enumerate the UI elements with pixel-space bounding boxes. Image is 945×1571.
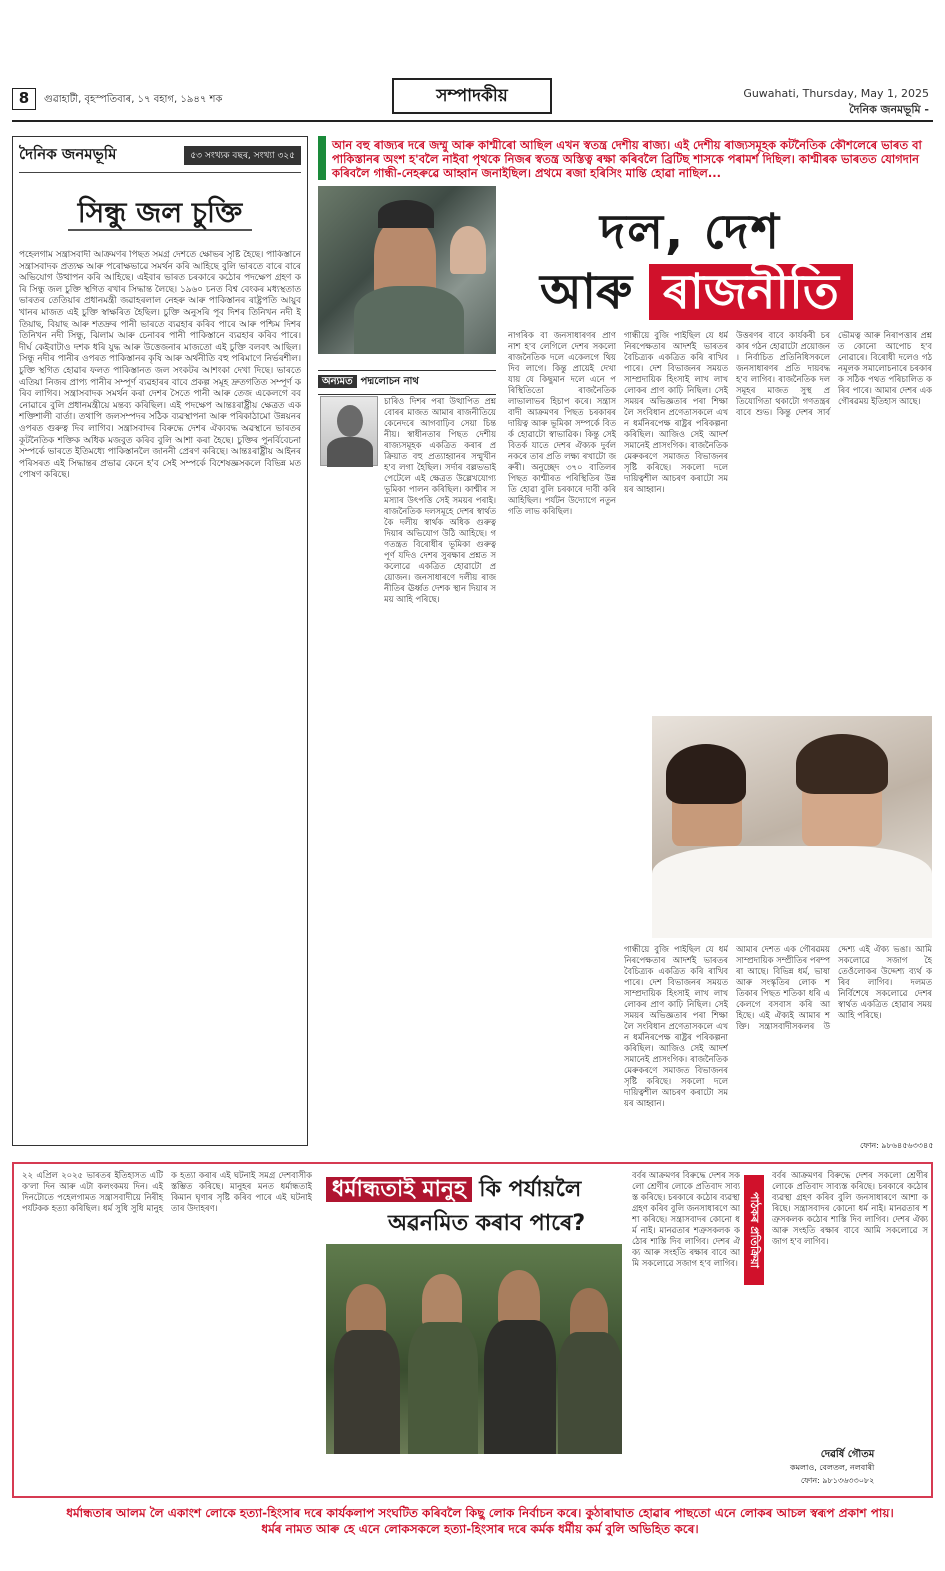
feature-column-4: উত্তৰণৰ বাবে কাৰ্যকৰী চৰকাৰ গঠন হোৱাটো প্ৰয়োজন। নিৰ্বাচিত প্ৰতিনিধিসকলে জনসাধাৰণৰ প্ৰতি দায়বদ্ধ হ'ব লাগিব। ৰাজনৈতিক দলসমূহৰ মাজত সুস্থ প্ৰতিযোগিতা থকাটো গণতন্ত্ৰৰ বাবে শুভ। কিন্তু দেশৰ সাৰ্বভৌমত্ব আৰু নিৰাপত্তাৰ প্ৰশ্নত কোনো আপোচ হ'ব নোৱাৰে। বিৰোধী দলেও গঠনমূলক সমালোচনাৰে চৰকাৰক সঠিক পথত পৰিচালিত কৰিব পাৰে। আমাৰ দেশৰ এক গৌৰৱময় ইতিহাস আছে। bbox=[736, 330, 932, 417]
writer-phone: ফোন: ৯৮১৩৬৩৩০৮২ bbox=[800, 1476, 875, 1485]
letters-headline-line1 bbox=[326, 1172, 581, 1209]
letter-writer bbox=[790, 1448, 874, 1487]
editorial-masthead: দৈনিক জনমভূমি bbox=[19, 145, 117, 163]
section-title: সম্পাদকীয় bbox=[392, 78, 552, 114]
letters-middle-text: বৰ্বৰ আক্ৰমণৰ বিৰুদ্ধে দেশৰ সকলো শ্ৰেণীৰ লোকে প্ৰতিবাদ সাব্যস্ত কৰিছে। চৰকাৰে কঠোৰ ব্যৱস্থা গ্ৰহণ কৰিব বুলি জনসাধাৰণে আশা কৰিছে। সন্ত্ৰাসবাদৰ কোনো ধৰ্ম নাই। মানৱতাৰ শত্ৰুসকলক কঠোৰ শাস্তি দিব লাগিব। দেশৰ ঐক্য আৰু সংহতি ৰক্ষাৰ বাবে আমি সকলোৱে সজাগ হ'ব লাগিব। bbox=[632, 1170, 740, 1268]
feature-headline-line1: দল, দেশ bbox=[600, 204, 782, 260]
editorial-masthead-row bbox=[19, 143, 301, 173]
english-date: Guwahati, Thursday, May 1, 2025 bbox=[743, 87, 929, 100]
masthead-small: দৈনিক জনমভূমি - bbox=[849, 103, 929, 116]
readers-response-tab: পাঠকৰ প্ৰতিক্ৰিয়া bbox=[744, 1175, 764, 1285]
letters-pull-quote: ধৰ্মান্ধতাৰ আলম লৈ একাংশ লোকে হত্যা-হিংসাৰ দৰে কাৰ্যকলাপ সংঘটিত কৰিবলৈ কিছু লোক নিৰ্বাচন কৰে। কুঠাৰাঘাত হোৱাৰ পাছতো এনে লোকৰ আচল স্বৰূপ প্ৰকাশ পায়। ধৰ্মৰ নামত আৰু হে এনে লোকসকলে হত্যা-হিংসাৰ দৰে কৰ্মক ধৰ্মীয় কৰ্ম বুলি অভিহিত কৰে। bbox=[66, 1506, 894, 1536]
letters-headline-red: ধৰ্মান্ধতাই মানুহ bbox=[326, 1177, 472, 1202]
headline-word: আৰু bbox=[540, 264, 633, 320]
author-name: পদ্মলোচন নাথ bbox=[360, 376, 419, 387]
headline-red-word: ৰাজনীতি bbox=[649, 264, 853, 320]
feature-deck: আন বহু ৰাজ্যৰ দৰে জম্মু আৰু কাশ্মীৰো আছিল এখন স্বতন্ত্ৰ দেশীয় ৰাজ্য। এই দেশীয় ৰাজ্যসমূহক কটনৈতিক কৌশলেৰে ভাৰত বা পাকিস্তানৰ অংশ হ'বলৈ নাইবা পৃথকে নিজৰ স্বতন্ত্ৰ অস্তিত্ব ৰক্ষা কৰিবলৈ ব্ৰিটিছ শাসকে পৰামৰ্শ দিছিল। কাশ্মীৰক ভাৰতত যোগদান কৰিবলৈ গান্ধী-নেহৰুৱে আহ্বান জনাইছিল। প্ৰথমে ৰজা হৰিসিং মান্তি হোৱা নাছিল... bbox=[318, 136, 934, 180]
editorial-box bbox=[12, 136, 308, 1146]
feature-phone: ফোন: ৯৮৬৪৫৬৩৩৪৫ bbox=[860, 1141, 934, 1150]
feature-column-3: গান্ধীয়ে বুজি পাইছিল যে ধৰ্মনিৰপেক্ষতাৰ আদৰ্শই ভাৰতৰ বৈচিত্ৰ্যক একত্ৰিত কৰি ৰাখিব পাৰে। দেশ বিভাজনৰ সময়ত সাম্প্ৰদায়িক হিংসাই লাখ লাখ লোকৰ প্ৰাণ কাঢ়ি নিছিল। সেই সময়ৰ অভিজ্ঞতাৰ পৰা শিক্ষা লৈ সংবিধান প্ৰণেতাসকলে এখন ধৰ্মনিৰপেক্ষ ৰাষ্ট্ৰৰ পৰিকল্পনা কৰিছিল। আজিও সেই আদৰ্শ সমানেই প্ৰাসংগিক। ৰাজনৈতিক মেৰুকৰণে সমাজত বিভাজনৰ সৃষ্টি কৰিছে। সকলো দলে দায়িত্বশীল আচৰণ কৰাটো সময়ৰ আহ্বান। bbox=[624, 330, 728, 494]
letters-right-text: বৰ্বৰ আক্ৰমণৰ বিৰুদ্ধে দেশৰ সকলো শ্ৰেণীৰ লোকে প্ৰতিবাদ সাব্যস্ত কৰিছে। চৰকাৰে কঠোৰ ব্যৱস্থা গ্ৰহণ কৰিব বুলি জনসাধাৰণে আশা কৰিছে। সন্ত্ৰাসবাদৰ কোনো ধৰ্ম নাই। মানৱতাৰ শত্ৰুসকলক কঠোৰ শাস্তি দিব লাগিব। দেশৰ ঐক্য আৰু সংহতি ৰক্ষাৰ বাবে আমি সকলোৱে সজাগ হ'ব লাগিব। bbox=[772, 1170, 928, 1246]
editorial-body: পহেলগাম সন্ত্ৰাসবাদী আক্ৰমণৰ পিছত সমগ্ৰ দেশতে ক্ষোভৰ সৃষ্টি হৈছে। পাকিস্তানে সন্ত্ৰাসবাদক প্ৰত্যক্ষ আৰু পৰোক্ষভাৱে সমৰ্থন কৰি আহিছে বুলি ভাৰতে বাৰে বাৰে অভিযোগ উত্থাপন কৰি আহিছে। এইবাৰ ভাৰত চৰকাৰে কঠোৰ পদক্ষেপ গ্ৰহণ কৰি সিন্ধু জল চুক্তি স্থগিত ৰখাৰ সিদ্ধান্ত লৈছে। ১৯৬০ চনত বিশ্ব বেংকৰ মধ্যস্থতাত ভাৰতৰ তেতিয়াৰ প্ৰধানমন্ত্ৰী জৱাহৰলাল নেহৰু আৰু পাকিস্তানৰ ৰাষ্ট্ৰপতি আয়ুব খানৰ মাজত এই চুক্তি স্বাক্ষৰিত হৈছিল। চুক্তি অনুসৰি পূব দিশৰ তিনিখন নদী ইতিয়াছ, বিয়াছ আৰু শতদ্ৰুৰ পানী ভাৰতে ব্যৱহাৰ কৰিব পাৰে আৰু পশ্চিম দিশৰ তিনিখন নদী সিন্ধু, ঝিলাম আৰু চেনাবৰ পানী পাকিস্তানে ব্যৱহাৰ কৰিব পাৰে। দীৰ্ঘ কেইবাটাও দশক ধৰি যুদ্ধ আৰু উত্তেজনাৰ মাজতো এই চুক্তি বলবৎ আছিল। সিন্ধু নদীৰ পানীৰ ওপৰত পাকিস্তানৰ কৃষি আৰু অৰ্থনীতি বহু পৰিমাণে নিৰ্ভৰশীল। চুক্তি স্থগিত হোৱাৰ ফলত পাকিস্তানত জল সংকটৰ আশংকা দেখা দিছে। ভাৰতে এতিয়া নিজৰ প্ৰাপ্য পানীৰ সম্পূৰ্ণ ব্যৱহাৰৰ বাবে প্ৰকল্প সমূহ দ্ৰুতগতিত সম্পূৰ্ণ কৰিব লাগিব। সন্ত্ৰাসবাদক সমৰ্থন কৰা দেশৰ সৈতে পানী আৰু তেজ একেলগে বব নোৱাৰে বুলি প্ৰধানমন্ত্ৰীয়ে মন্তব্য কৰিছিল। এই পদক্ষেপ আন্তঃৰাষ্ট্ৰীয় ক্ষেত্ৰত এক শক্তিশালী বাৰ্তা। তথাপি জলসম্পদৰ সঠিক ব্যৱস্থাপনা আৰু পৰিকাঠামো উন্নয়নৰ ওপৰত গুৰুত্ব দিব লাগিব। সন্ত্ৰাসবাদৰ বিৰুদ্ধে দেশৰ ঐক্যবদ্ধ অৱস্থানে ভাৰতৰ কূটনৈতিক শক্তিক অধিক মজবুত কৰিব বুলি আশা কৰা হৈছে। চুক্তিৰ পুনৰ্বিবেচনা সম্পৰ্কে ভাৰতে ইতিমধ্যে পাকিস্তানলৈ জাননী প্ৰেৰণ কৰিছে। আন্তঃৰাষ্ট্ৰীয় আইনৰ পৰিসৰত এই সিদ্ধান্তৰ প্ৰভাৱ কেনে হ'ব সেই সম্পৰ্কে বিশেষজ্ঞসকলে বিভিন্ন মত পোষণ কৰিছে। bbox=[19, 250, 301, 481]
feature-column-2: নাগৰিক বা জনসাধাৰণৰ প্ৰাণ নাশ হ'ব লেগিলে দেশৰ সকলো ৰাজনৈতিক দলে একেলগে থিয় দিব লাগে। কিন্তু প্ৰায়েই দেখা যায় যে কিছুমান দলে এনে পৰিস্থিতিতো ৰাজনৈতিক লাভালাভৰ হিচাপ কৰে। সন্ত্ৰাসবাদী আক্ৰমণৰ পিছত চৰকাৰৰ দায়িত্ব আৰু ভূমিকা সম্পৰ্কে বিতৰ্ক হোৱাটো স্বাভাৱিক। কিন্তু সেই বিতৰ্ক যাতে দেশৰ ঐক্যক দুৰ্বল নকৰে তাৰ প্ৰতি লক্ষ্য ৰখাটো জৰুৰী। অনুচ্ছেদ ৩৭০ বাতিলৰ পিছত কাশ্মীৰত পৰিস্থিতিৰ উন্নতি হোৱা বুলি চৰকাৰে দাবী কৰি আহিছিল। পৰ্যটন উদ্যোগে নতুন গতি লাভ কৰিছিল। bbox=[508, 330, 616, 516]
mourning-photo bbox=[652, 716, 932, 938]
column-byline bbox=[318, 370, 496, 395]
letters-headline-rest: কি পৰ্যায়লৈ bbox=[479, 1177, 582, 1202]
editorial-title: সিন্ধু জল চুক্তি bbox=[19, 191, 301, 238]
letters-headline-line2: অৱনমিত কৰাব পাৰে? bbox=[388, 1211, 586, 1236]
writer-address: কমলাও, বেলতল, নলবাৰী bbox=[790, 1463, 875, 1472]
header-rule bbox=[12, 120, 933, 122]
column-tag: অন্যমত bbox=[318, 375, 357, 388]
feature-column-1: চাৰিও দিশৰ পৰা উত্থাপিত প্ৰশ্নবোৰৰ মাজত আমাৰ ৰাজনীতিয়ে কেনেদৰে আগবাঢ়িব সেয়া চিন্তনীয়। স্বাধীনতাৰ পিছত দেশীয় ৰাজ্যসমূহক একত্ৰিত কৰাৰ প্ৰক্ৰিয়াত বহু প্ৰত্যাহ্বানৰ সন্মুখীন হ'ব লগা হৈছিল। সৰ্দাৰ বল্লভভাই পেটেলে এই ক্ষেত্ৰত উল্লেখযোগ্য ভূমিকা পালন কৰিছিল। কাশ্মীৰ সমস্যাৰ উৎপত্তি সেই সময়ৰ পৰাই। ৰাজনৈতিক দলসমূহে দেশৰ স্বাৰ্থতকৈ দলীয় স্বাৰ্থক অধিক গুৰুত্ব দিয়াৰ অভিযোগ উঠি আহিছে। গণতন্ত্ৰত বিৰোধীৰ ভূমিকা গুৰুত্বপূৰ্ণ যদিও দেশৰ সুৰক্ষাৰ প্ৰশ্নত সকলোৱে একত্ৰিত হোৱাটো প্ৰয়োজন। জনসাধাৰণে দলীয় ৰাজনীতিৰ ঊৰ্ধ্বত দেশক স্থান দিয়াৰ সময় আহি পৰিছে। bbox=[384, 396, 496, 604]
edition-info: ৫৩ সংখ্যক বছৰ, সংখ্যা ৩২৫ bbox=[184, 146, 301, 165]
feature-column-5: আমাৰ দেশত এক গৌৰৱময় সাম্প্ৰদায়িক সম্প্ৰীতিৰ পৰম্পৰা আছে। বিভিন্ন ধৰ্ম, ভাষা আৰু সংস্কৃতিৰ লোক শতিকাৰ পিছত শতিকা ধৰি একেলগে বসবাস কৰি আহিছে। এই ঐক্যই আমাৰ শক্তি। সন্ত্ৰাসবাদীসকলৰ উদ্দেশ্য এই ঐক্য ভঙা। আমি সকলোৱে সজাগ হৈ তেওঁলোকৰ উদ্দেশ্য ব্যৰ্থ কৰিব লাগিব। দলমত নিৰ্বিশেষে সকলোৱে দেশৰ স্বাৰ্থত একত্ৰিত হোৱাৰ সময় আহি পৰিছে। bbox=[736, 944, 932, 1031]
letters-left-text: ২২ এপ্ৰিল ২০২৫ ভাৰতৰ ইতিহাসত এটি ক'লা দিন আৰু এটা কলংকময় দিন। এই দিনটোতে পহেলগামত সন্ত্ৰাসবাদীয়ে নিৰীহ পৰ্যটকক হত্যা কৰিছিল। ধৰ্ম সুধি সুধি মানুহক হত্যা কৰাৰ এই ঘটনাই সমগ্ৰ দেশবাসীক স্তম্ভিত কৰিছে। মানুহৰ মনত ধৰ্মান্ধতাই কিমান ঘৃণাৰ সৃষ্টি কৰিব পাৰে এই ঘটনাই তাৰ উদাহৰণ। bbox=[22, 1170, 312, 1213]
page-number: 8 bbox=[12, 88, 36, 110]
kashmir-grief-photo bbox=[318, 186, 496, 354]
writer-name: দেৱৰ্ষি গৌতম bbox=[820, 1449, 875, 1460]
militants-photo bbox=[326, 1244, 622, 1454]
feature-headline-line2 bbox=[540, 256, 853, 335]
header-right bbox=[743, 86, 929, 120]
feature-column-3b: গান্ধীয়ে বুজি পাইছিল যে ধৰ্মনিৰপেক্ষতাৰ আদৰ্শই ভাৰতৰ বৈচিত্ৰ্যক একত্ৰিত কৰি ৰাখিব পাৰে। দেশ বিভাজনৰ সময়ত সাম্প্ৰদায়িক হিংসাই লাখ লাখ লোকৰ প্ৰাণ কাঢ়ি নিছিল। সেই সময়ৰ অভিজ্ঞতাৰ পৰা শিক্ষা লৈ সংবিধান প্ৰণেতাসকলে এখন ধৰ্মনিৰপেক্ষ ৰাষ্ট্ৰৰ পৰিকল্পনা কৰিছিল। আজিও সেই আদৰ্শ সমানেই প্ৰাসংগিক। ৰাজনৈতিক মেৰুকৰণে সমাজত বিভাজনৰ সৃষ্টি কৰিছে। সকলো দলে দায়িত্বশীল আচৰণ কৰাটো সময়ৰ আহ্বান। bbox=[624, 944, 728, 1108]
author-photo bbox=[320, 396, 378, 466]
local-date: গুৱাহাটী, বৃহস্পতিবাৰ, ১৭ বহাগ, ১৯৪৭ শক bbox=[44, 94, 223, 105]
